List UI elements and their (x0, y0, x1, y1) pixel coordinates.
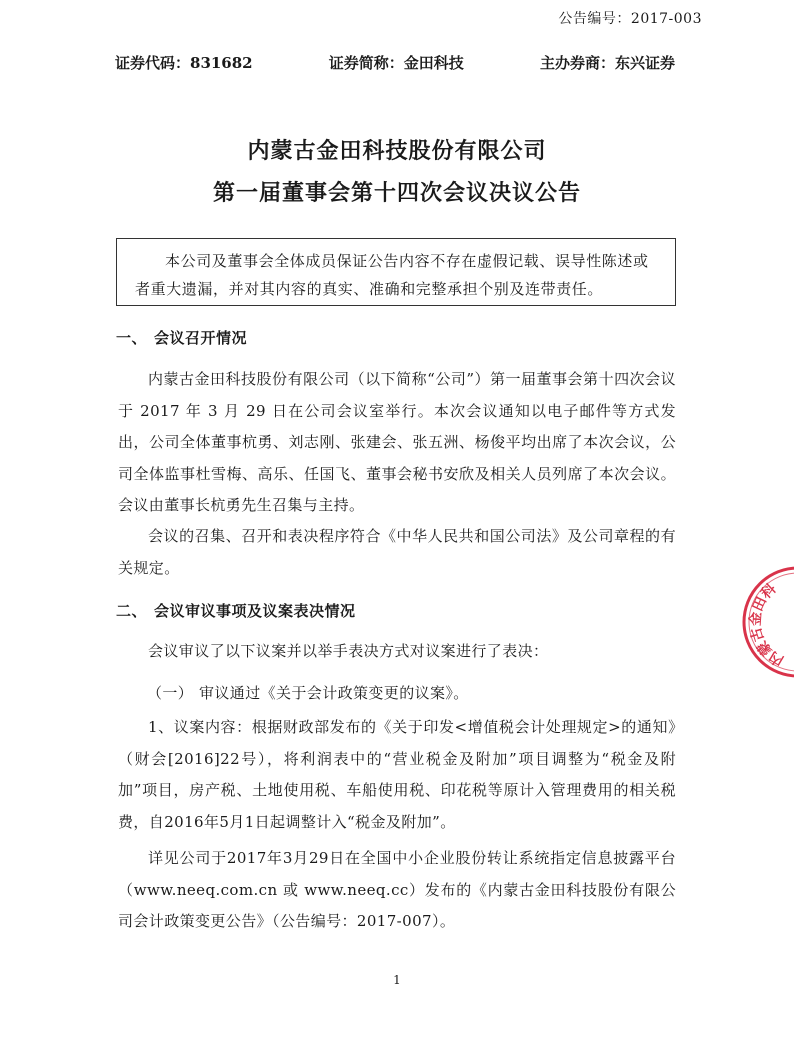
seal-text: 内蒙古金田科 (747, 581, 787, 669)
title-announcement: 第一届董事会第十四次会议决议公告 (212, 180, 581, 206)
motion-item-1-text: 审议通过《关于会计政策变更的议案》。 (199, 684, 469, 702)
responsibility-notice-box: 本公司及董事会全体成员保证公告内容不存在虚假记载、误导性陈述或者重大遗漏，并对其内容的真实、准确和完整承担个别及连带责任。 (116, 238, 676, 306)
section-1-number: 一、 (116, 329, 148, 347)
announcement-number: 公告编号：2017-003 (558, 11, 702, 27)
section-2-paragraph-1: 会议审议了以下议案并以举手表决方式对议案进行了表决： (148, 642, 549, 660)
section-2-heading (116, 600, 356, 621)
section-2-number: 二、 (116, 602, 148, 620)
sponsor-broker: 主办券商：东兴证券 (539, 54, 675, 72)
securities-abbreviation: 证券简称：金田科技 (328, 54, 464, 72)
section-1-title: 会议召开情况 (154, 329, 248, 347)
section-2-paragraph-3: 详见公司于2017年3月29日在全国中小企业股份转让系统指定信息披露平台（www.neeq.com.cn 或 www.neeq.cc）发布的《内蒙古金田科技股份有限公司会计政策变更公告》（公告编号：2017-007）。 (118, 849, 676, 930)
section-1-paragraph-1: 内蒙古金田科技股份有限公司（以下简称“公司”）第一届董事会第十四次会议于 2017 年 3 月 29 日在公司会议室举行。本次会议通知以电子邮件等方式发出，公司全体董事杭勇、刘志刚、张建会、张五洲、杨俊平均出席了本次会议，公司全体监事杜雪梅、高乐、任国飞、董事会秘书安欣及相关人员列席了本次会议。会议由董事长杭勇先生召集与主持。 (118, 370, 676, 514)
section-1-paragraph-2: 会议的召集、召开和表决程序符合《中华人民共和国公司法》及公司章程的有关规定。 (118, 527, 676, 577)
motion-item-1-index: （一） (147, 684, 194, 702)
page-number: 1 (393, 973, 401, 987)
securities-code: 证券代码：831682 (115, 54, 253, 72)
section-1-heading (116, 327, 247, 348)
securities-info-line (115, 52, 675, 73)
motion-item-1 (147, 682, 469, 703)
title-company: 内蒙古金田科技股份有限公司 (247, 138, 547, 164)
section-2-title: 会议审议事项及议案表决情况 (154, 602, 356, 620)
company-seal-stamp-icon (738, 562, 794, 682)
section-2-paragraph-2: 1、议案内容：根据财政部发布的《关于印发<增值税会计处理规定>的通知》（财会[2016]22号），将利润表中的“营业税金及附加”项目调整为“税金及附加”项目，房产税、土地使用税、车船使用税、印花税等原计入管理费用的相关税费，自2016年5月1日起调整计入“税金及附加”。 (118, 718, 676, 831)
